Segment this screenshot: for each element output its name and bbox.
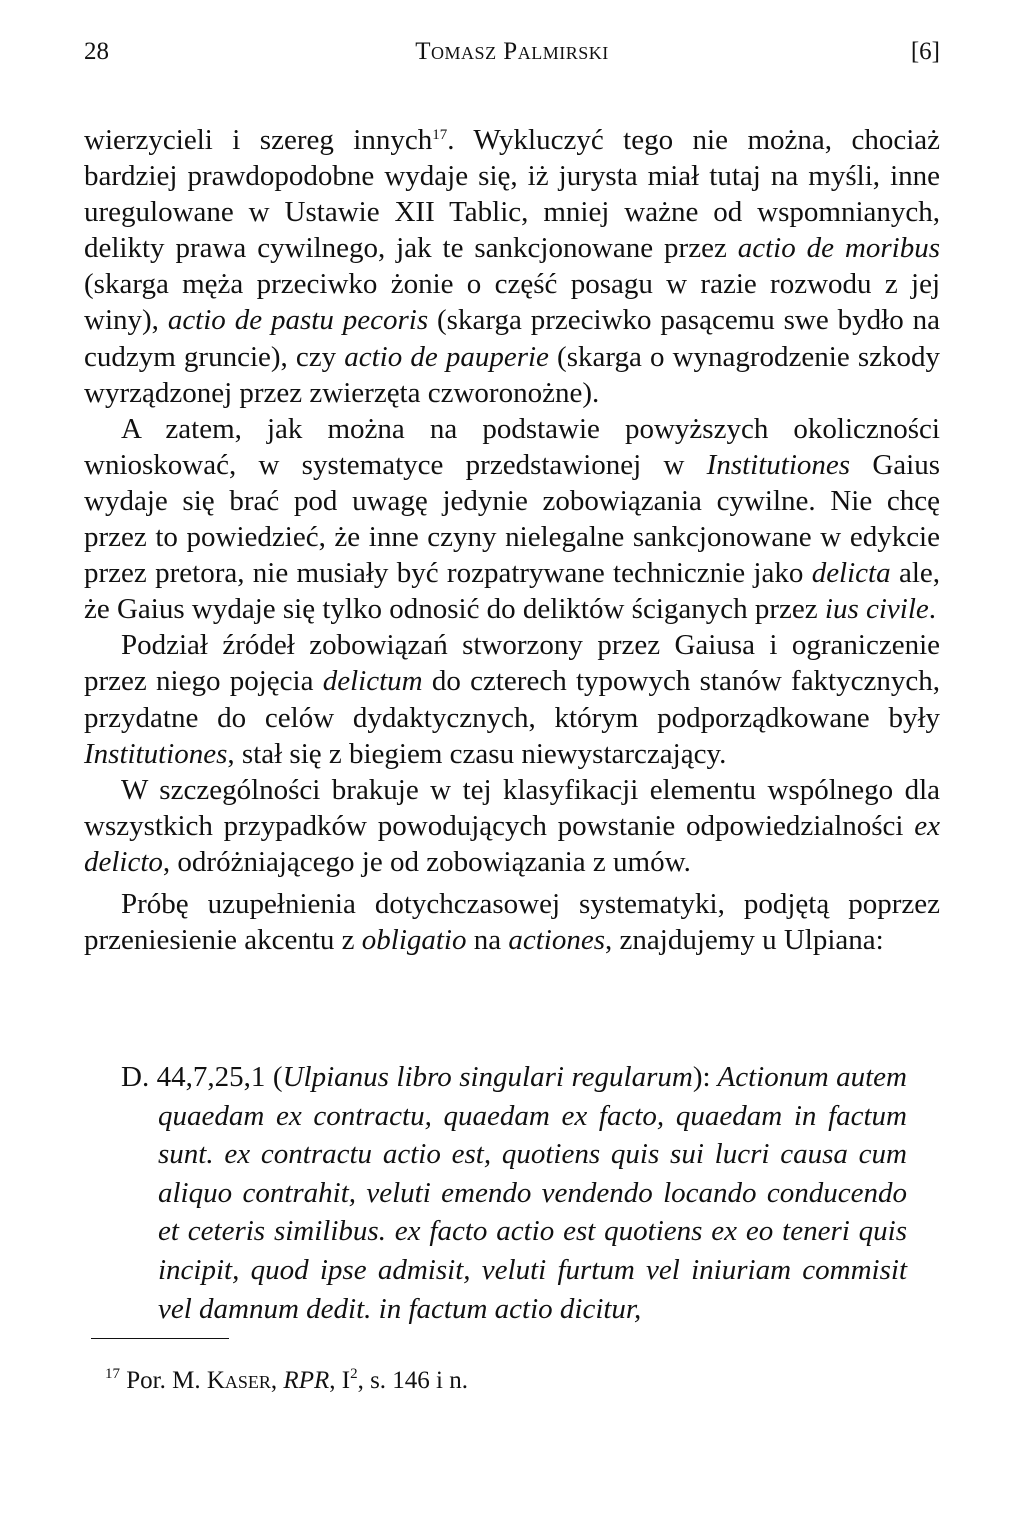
latin-term: Institutiones (706, 448, 851, 481)
footnote-separator (91, 1338, 229, 1339)
footnote-text: , s. 146 i n. (357, 1367, 469, 1394)
footnote-text: , I (329, 1367, 351, 1394)
latin-quotation: Actionum autem quaedam ex contractu, quaedam ex facto, quaedam in factum sunt. ex contractu actio est, quotiens quis sui lucri causa cum aliquo contrahit, veluti emendo vendendo locando conducendo et ceteris similibus. ex facto actio est quotiens ex eo teneri quis incipit, quod ipse admisit, veluti furtum vel iniuriam commisit vel damnum dedit. in factum actio dicitur, (158, 1061, 907, 1325)
paragraph-text: do czterech typowych stanów faktycznych, przydatne do celów dydaktycznych, którym podporządkowane były (84, 665, 940, 734)
latin-term: actio de moribus (737, 232, 940, 265)
paragraph-text: ale, że Gaius wydaje się tylko odnosić do deliktów ściganych przez (84, 557, 940, 626)
paragraph-text: , znajdujemy u Ulpiana: (605, 924, 884, 957)
citation-close: ): (692, 1061, 711, 1093)
latin-term: ius civile (824, 593, 929, 626)
paragraph-text: Gaius wydaje się brać pod uwagę jedynie zobowiązania cywilne. Nie chcę przez to powiedzieć, że inne czyny nielegalne sankcjonowane w edykcie przez pretora, nie musiały być rozpatrywane technicznie jako (84, 448, 940, 590)
paragraph-5 (84, 886, 940, 958)
paragraph-text: (skarga o wynagrodzenie szkody wyrządzonej przez zwierzęta czworonożne). (84, 340, 940, 409)
paragraph-1 (84, 122, 940, 411)
footnote-work: RPR (283, 1367, 330, 1394)
citation-source: Ulpianus libro singulari regularum (282, 1061, 693, 1093)
paragraph-text: Próbę uzupełnienia dotychczasowej systematyki, podjętą poprzez przeniesienie akcentu z (84, 887, 940, 957)
paragraph-4 (84, 772, 940, 880)
paragraph-text: Podział źródeł zobowiązań stworzony przez Gaiusa i ograniczenie przez niego pojęcia (84, 629, 940, 698)
paragraph-text: A zatem, jak można na podstawie powyższych okoliczności wnioskować, w systematyce przedstawionej w (84, 412, 940, 481)
paragraph-text: (skarga męża przeciwko żonie o część posagu w razie rozwodu z jej winy), (84, 268, 940, 337)
paragraph-text: na (466, 924, 509, 957)
paragraph-text: . Wykluczyć tego nie można, chociaż bardziej prawdopodobne wydaje się, iż jurysta miał tutaj na myśli, inne uregulowane w Ustawie XII Tablic, mniej ważne od wspomnianych, delikty prawa cywilnego, jak te sankcjonowane przez (84, 124, 940, 265)
section-marker: [6] (910, 38, 940, 65)
footnote-author: Kaser (206, 1367, 271, 1394)
footnote-text: , (270, 1367, 284, 1394)
citation-reference: D. 44,7,25,1 ( (121, 1061, 283, 1093)
paragraph-text: , stał się z biegiem czasu niewystarczający. (227, 737, 727, 770)
footnote-reference: 17 (432, 127, 448, 143)
paragraph-3 (84, 627, 940, 771)
running-author: Tomasz Palmirski (415, 38, 609, 65)
footnote-text: Por. M. (120, 1367, 207, 1394)
body-text (84, 122, 940, 958)
latin-term: delicta (811, 557, 891, 590)
footnote (105, 1364, 905, 1398)
paragraph-text: (skarga przeciwko pasącemu swe bydło na cudzym gruncie), czy (84, 304, 940, 373)
edition-superscript: 2 (350, 1366, 358, 1382)
paragraph-text: , odróżniającego je od zobowiązania z umów. (162, 845, 691, 878)
latin-term: delictum (322, 665, 423, 698)
running-header (84, 34, 940, 70)
paragraph-text: wierzycieli i szereg innych (84, 124, 433, 156)
latin-term: obligatio (361, 924, 467, 957)
quotation-text (121, 1058, 907, 1328)
paragraph-text: . (928, 593, 937, 626)
page-number: 28 (84, 38, 109, 65)
latin-term: actio de pastu pecoris (167, 304, 429, 337)
latin-term: Institutiones (84, 737, 228, 770)
paragraph-text: W szczególności brakuje w tej klasyfikacji elementu wspólnego dla wszystkich przypadków powodujących powstanie odpowiedzialności (84, 773, 940, 842)
latin-term: actio de pauperie (344, 340, 549, 373)
paragraph-2 (84, 411, 940, 628)
digest-quotation (121, 1058, 907, 1328)
latin-term: actiones (508, 924, 606, 957)
footnote-number: 17 (105, 1366, 120, 1382)
latin-term: ex delicto (84, 809, 940, 878)
